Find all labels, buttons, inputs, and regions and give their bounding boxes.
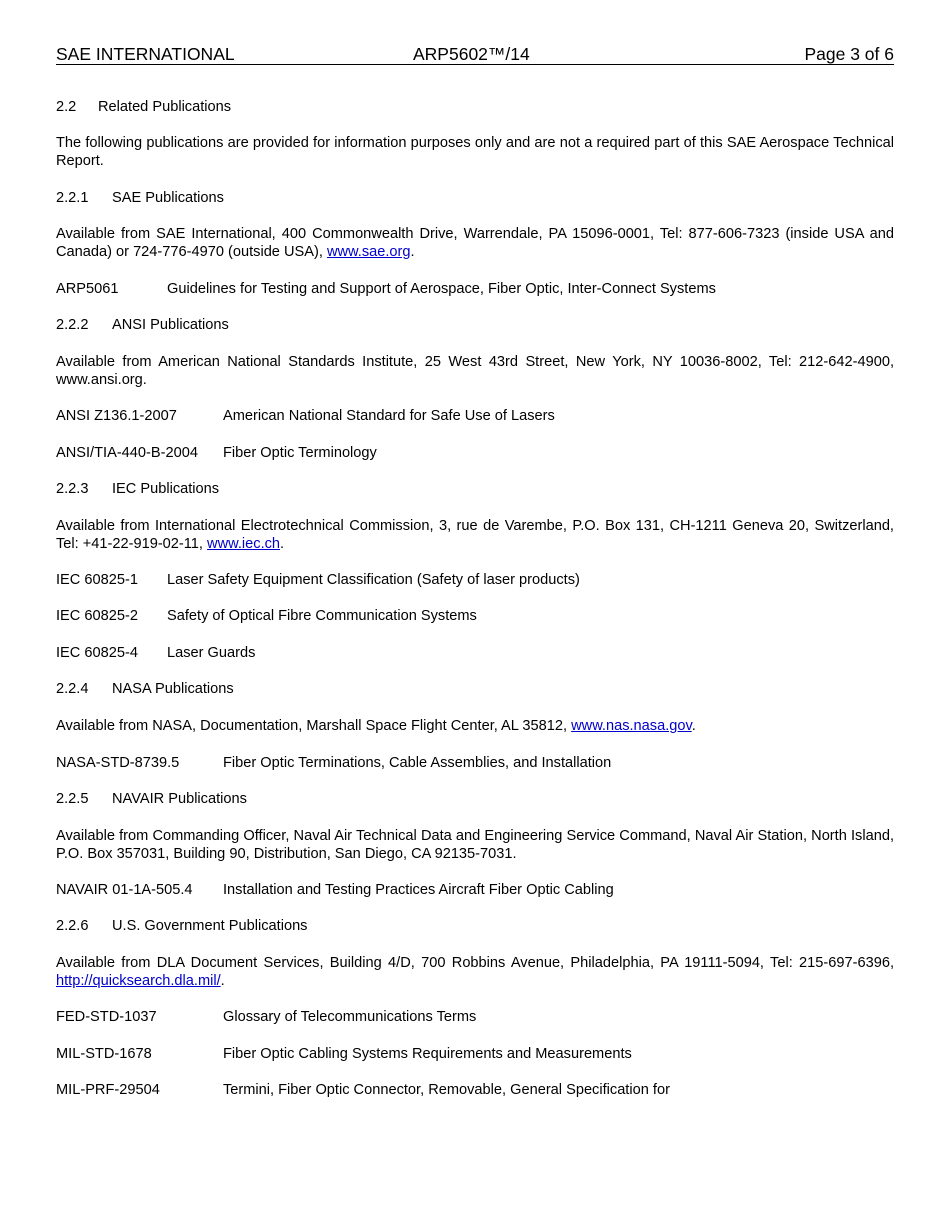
availability-text: Available from International Electrotechnical Commission, 3, rue de Varembe, P.O. Box 131, CH-1211 Geneva 20, Switzerland, Tel: +41-22-919-02-11,	[56, 518, 894, 552]
section-heading-2-2-4	[56, 680, 894, 698]
iec-website-link[interactable]: www.iec.ch	[207, 536, 281, 552]
section-heading-2-2-5	[56, 790, 894, 808]
reference-code: FED-STD-1037	[56, 1009, 157, 1025]
reference-code: NAVAIR 01-1A-505.4	[56, 882, 193, 898]
section-heading-2-2	[56, 98, 894, 116]
header-page-number: Page 3 of 6	[804, 44, 894, 64]
reference-description: American National Standard for Safe Use of Lasers	[223, 408, 555, 424]
reference-code: MIL-STD-1678	[56, 1046, 152, 1062]
sae-website-link[interactable]: www.sae.org	[326, 244, 411, 260]
reference-description: Fiber Optic Cabling Systems Requirements and Measurements	[223, 1046, 632, 1062]
section-number: 2.2.1	[56, 190, 89, 206]
reference-description: Laser Guards	[167, 645, 256, 661]
availability-paragraph	[56, 517, 894, 553]
section-heading-2-2-2	[56, 316, 894, 334]
section-number: 2.2.3	[56, 481, 89, 497]
reference-description: Safety of Optical Fibre Communication Systems	[167, 608, 477, 624]
reference-entry	[56, 571, 894, 589]
page-header	[56, 44, 894, 65]
reference-code: IEC 60825-4	[56, 645, 138, 661]
section-number: 2.2	[56, 99, 77, 115]
header-document-id: ARP5602™/14	[413, 44, 530, 64]
reference-code: ANSI Z136.1-2007	[56, 408, 177, 424]
availability-text-end: .	[410, 244, 415, 260]
section-heading-2-2-6	[56, 917, 894, 935]
reference-entry	[56, 644, 894, 662]
availability-text-end: .	[691, 718, 696, 734]
reference-entry	[56, 280, 894, 298]
section-title: NASA Publications	[112, 681, 234, 697]
section-number: 2.2.2	[56, 317, 89, 333]
section-number: 2.2.6	[56, 918, 89, 934]
availability-text: Available from NASA, Documentation, Marshall Space Flight Center, AL 35812,	[56, 718, 572, 734]
availability-paragraph: Available from Commanding Officer, Naval Air Technical Data and Engineering Service Command, Naval Air Station, North Island, P.O. Box 357031, Building 90, Distribution, San Diego, CA 92135-7031.	[56, 828, 894, 862]
section-title: U.S. Government Publications	[112, 918, 308, 934]
reference-description: Termini, Fiber Optic Connector, Removable, General Specification for	[223, 1082, 670, 1098]
reference-entry	[56, 1081, 894, 1099]
availability-text-end: .	[220, 973, 225, 989]
reference-entry	[56, 881, 894, 899]
availability-paragraph: Available from American National Standards Institute, 25 West 43rd Street, New York, NY 10036-8002, Tel: 212-642-4900, www.ansi.org.	[56, 354, 894, 388]
reference-entry	[56, 407, 894, 425]
reference-code: NASA-STD-8739.5	[56, 755, 180, 771]
section-title: ANSI Publications	[112, 317, 229, 333]
reference-entry	[56, 607, 894, 625]
reference-entry	[56, 754, 894, 772]
reference-description: Glossary of Telecommunications Terms	[223, 1009, 477, 1025]
availability-paragraph	[56, 225, 894, 261]
reference-entry	[56, 1045, 894, 1063]
availability-text-end: .	[280, 536, 285, 552]
section-intro-paragraph: The following publications are provided for information purposes only and are not a required part of this SAE Aerospace Technical Report.	[56, 135, 894, 169]
section-heading-2-2-1	[56, 189, 894, 207]
reference-description: Fiber Optic Terminology	[223, 445, 377, 461]
reference-entry	[56, 1008, 894, 1026]
section-number: 2.2.5	[56, 791, 89, 807]
reference-code: IEC 60825-1	[56, 572, 138, 588]
availability-text: Available from SAE International, 400 Commonwealth Drive, Warrendale, PA 15096-0001, Tel: 877-606-7323 (inside USA and Canada) or 724-776-4970 (outside USA),	[56, 226, 894, 260]
reference-description: Guidelines for Testing and Support of Aerospace, Fiber Optic, Inter-Connect Systems	[167, 281, 716, 297]
section-heading-2-2-3	[56, 480, 894, 498]
reference-code: MIL-PRF-29504	[56, 1082, 160, 1098]
reference-code: ANSI/TIA-440-B-2004	[56, 445, 198, 461]
availability-text: Available from DLA Document Services, Building 4/D, 700 Robbins Avenue, Philadelphia, PA 19111-5094, Tel: 215-697-6396,	[56, 955, 894, 971]
section-title: Related Publications	[98, 99, 232, 115]
reference-description: Laser Safety Equipment Classification (Safety of laser products)	[167, 572, 580, 588]
reference-description: Installation and Testing Practices Aircraft Fiber Optic Cabling	[223, 882, 614, 898]
reference-code: IEC 60825-2	[56, 608, 138, 624]
header-organization: SAE INTERNATIONAL	[56, 44, 235, 64]
section-title: SAE Publications	[112, 190, 224, 206]
availability-paragraph	[56, 717, 894, 735]
reference-entry	[56, 444, 894, 462]
section-title: NAVAIR Publications	[112, 791, 247, 807]
section-number: 2.2.4	[56, 681, 89, 697]
reference-description: Fiber Optic Terminations, Cable Assemblies, and Installation	[223, 755, 612, 771]
dla-quicksearch-link[interactable]: http://quicksearch.dla.mil/	[56, 973, 221, 989]
section-title: IEC Publications	[112, 481, 220, 497]
reference-code: ARP5061	[56, 281, 119, 297]
availability-paragraph	[56, 954, 894, 990]
nasa-website-link[interactable]: www.nas.nasa.gov	[571, 718, 692, 734]
